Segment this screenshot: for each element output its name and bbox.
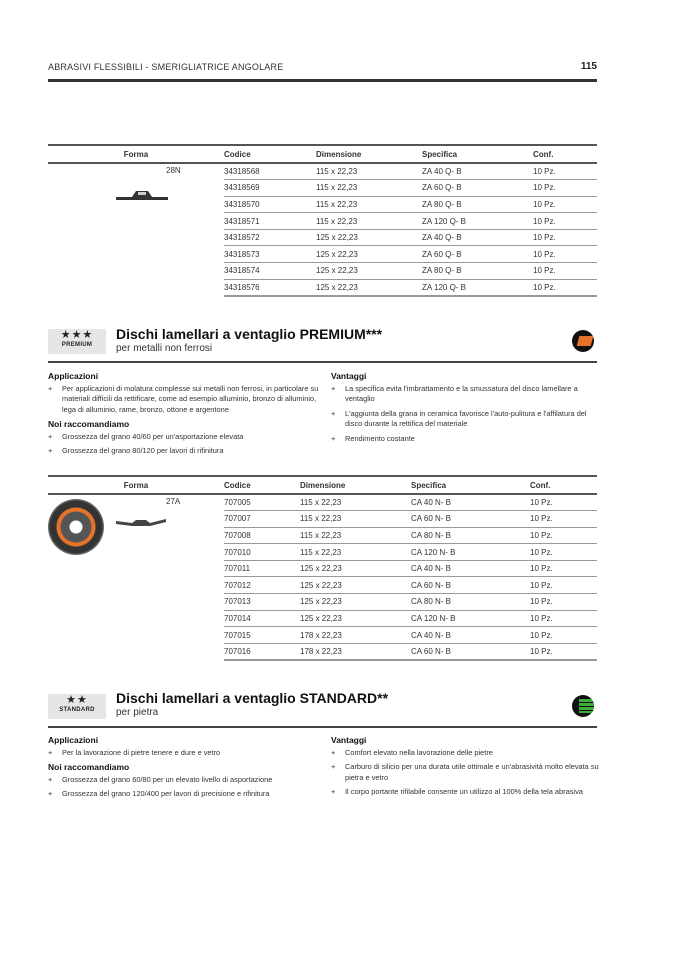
table-cell: 10 Pz. <box>530 627 597 644</box>
table-cell: 10 Pz. <box>530 544 597 561</box>
table-cell: CA 80 N- B <box>411 527 530 544</box>
bullet-item: + Grossezza del grano 120/400 per lavori di precisione e rifinitura <box>48 789 323 800</box>
bullet-item: + Grossezza del grano 40/60 per un'asportazione elevata <box>48 432 323 443</box>
table-cell: 10 Pz. <box>530 560 597 577</box>
table-cell: 10 Pz. <box>530 494 597 511</box>
table-cell: 707015 <box>224 627 300 644</box>
table-cell: 707005 <box>224 494 300 511</box>
table-cell: 10 Pz. <box>533 163 597 180</box>
table-cell: 115 x 22,23 <box>316 213 422 230</box>
table-cell: 125 x 22,23 <box>316 263 422 280</box>
table-cell: 10 Pz. <box>530 527 597 544</box>
standard-right-col <box>331 735 599 802</box>
table-cell: 10 Pz. <box>530 594 597 611</box>
table-cell: 125 x 22,23 <box>300 594 411 611</box>
table-cell: ZA 40 Q- B <box>422 229 533 246</box>
vantaggi-heading: Vantaggi <box>331 371 367 381</box>
table-cell: ZA 120 Q- B <box>422 279 533 296</box>
premium-left-col <box>48 371 323 461</box>
table-cell: 10 Pz. <box>533 229 597 246</box>
table-cell: 115 x 22,23 <box>300 494 411 511</box>
table-row <box>48 494 597 511</box>
table-cell: CA 60 N- B <box>411 643 530 660</box>
bullet-list <box>331 748 599 798</box>
table-header-row <box>48 476 597 494</box>
shape-code: 28N <box>166 166 181 175</box>
header-rule <box>48 79 597 82</box>
bullet-item: + La specifica evita l'imbrattamento e la smussatura del disco lamellare a ventaglio <box>331 384 599 405</box>
bullet-item: + Grossezza del grano 80/120 per lavori di rifinitura <box>48 446 323 457</box>
section-rule <box>48 361 597 363</box>
section-title: Dischi lamellari a ventaglio STANDARD** <box>116 690 389 706</box>
table-cell: CA 40 N- B <box>411 560 530 577</box>
bullet-item: + Comfort elevato nella lavorazione delle pietre <box>331 748 599 759</box>
table-cell: CA 40 N- B <box>411 494 530 511</box>
applicazioni-heading: Applicazioni <box>48 735 99 745</box>
section-subtitle: per metalli non ferrosi <box>116 343 213 354</box>
bullet-list <box>48 748 323 759</box>
table-cell: 707016 <box>224 643 300 660</box>
bullet-list <box>331 384 599 445</box>
table-cell: 115 x 22,23 <box>316 163 422 180</box>
table-cell: CA 80 N- B <box>411 594 530 611</box>
table-cell: ZA 40 Q- B <box>422 163 533 180</box>
table-cell: 707008 <box>224 527 300 544</box>
shape-code: 27A <box>166 497 181 506</box>
stars: ★★★ <box>60 329 94 341</box>
standard-left-col <box>48 735 323 804</box>
raccomandiamo-heading: Noi raccomandiamo <box>48 762 130 772</box>
bullet-item: + L'aggiunta della grana in ceramica favorisce l'auto-pulitura e l'affilatura del disco durante la rettifica del materiale <box>331 409 599 430</box>
table-cell: CA 120 N- B <box>411 610 530 627</box>
table-cell: 125 x 22,23 <box>300 610 411 627</box>
table-cell: 10 Pz. <box>533 196 597 213</box>
table-cell: 34318569 <box>224 180 316 197</box>
table-cell: 178 x 22,23 <box>300 643 411 660</box>
stars: ★★ <box>66 694 88 706</box>
table-cell: 707011 <box>224 560 300 577</box>
column-header: Conf. <box>530 476 597 494</box>
column-header: Forma <box>48 476 224 494</box>
table-cell: CA 120 N- B <box>411 544 530 561</box>
section-subtitle: per pietra <box>116 707 159 718</box>
column-header: Dimensione <box>316 145 422 163</box>
table-cell: 115 x 22,23 <box>300 511 411 528</box>
table-cell: ZA 60 Q- B <box>422 246 533 263</box>
table-cell: 10 Pz. <box>533 263 597 280</box>
bullet-item: + Per applicazioni di molatura complesse sui metalli non ferrosi, in particolare su materiali difficili da rettificare, come ad esempio alluminio, bronzo di alluminio, lega di alluminio, rame, bronzo, ottone e argentone <box>48 384 323 416</box>
badge-label: STANDARD <box>59 707 95 713</box>
flap-disc-image <box>48 499 104 555</box>
table-cell: CA 60 N- B <box>411 577 530 594</box>
table-cell: ZA 80 Q- B <box>422 196 533 213</box>
table-cell: 10 Pz. <box>530 577 597 594</box>
bullet-list <box>48 775 323 800</box>
premium-badge <box>48 329 106 354</box>
disc-profile-icon <box>116 188 168 202</box>
table-cell: 125 x 22,23 <box>300 577 411 594</box>
column-header: Forma <box>48 145 224 163</box>
bullet-list <box>48 384 323 416</box>
table-cell: 115 x 22,23 <box>316 180 422 197</box>
forma-cell <box>48 494 224 660</box>
metal-material-icon <box>572 330 594 352</box>
table-cell: ZA 60 Q- B <box>422 180 533 197</box>
bullet-item: + Il corpo portante rifilabile consente un utilizzo al 100% della tela abrasiva <box>331 787 599 798</box>
raccomandiamo-heading: Noi raccomandiamo <box>48 419 130 429</box>
table-cell: 10 Pz. <box>530 643 597 660</box>
disc-profile-icon <box>116 517 166 527</box>
table-cell: 10 Pz. <box>533 180 597 197</box>
product-table-27a <box>48 475 597 661</box>
table-cell: 10 Pz. <box>530 511 597 528</box>
bullet-item: + Grossezza del grano 60/80 per un elevato livello di asportazione <box>48 775 323 786</box>
table-cell: 34318574 <box>224 263 316 280</box>
table-cell: ZA 120 Q- B <box>422 213 533 230</box>
section-rule <box>48 726 597 728</box>
column-header: Codice <box>224 476 300 494</box>
column-header: Codice <box>224 145 316 163</box>
table-header-row <box>48 145 597 163</box>
table-cell: 34318568 <box>224 163 316 180</box>
stone-material-icon <box>572 695 594 717</box>
page-header-title: ABRASIVI FLESSIBILI - SMERIGLIATRICE ANGOLARE <box>48 62 284 72</box>
table-cell: 10 Pz. <box>533 246 597 263</box>
table-cell: 707014 <box>224 610 300 627</box>
column-header: Specifica <box>411 476 530 494</box>
table-cell: 115 x 22,23 <box>316 196 422 213</box>
table-cell: 178 x 22,23 <box>300 627 411 644</box>
table-cell: 34318572 <box>224 229 316 246</box>
table-cell: CA 40 N- B <box>411 627 530 644</box>
table-cell: 34318570 <box>224 196 316 213</box>
bullet-item: + Rendimento costante <box>331 434 599 445</box>
badge-label: PREMIUM <box>61 342 93 348</box>
table-cell: 707013 <box>224 594 300 611</box>
vantaggi-heading: Vantaggi <box>331 735 367 745</box>
bullet-item: + Per la lavorazione di pietre tenere e dure e vetro <box>48 748 323 759</box>
forma-cell <box>48 163 224 296</box>
table-cell: 115 x 22,23 <box>300 544 411 561</box>
table-cell: 10 Pz. <box>533 279 597 296</box>
table-cell: 125 x 22,23 <box>316 246 422 263</box>
column-header: Specifica <box>422 145 533 163</box>
table-cell: 707012 <box>224 577 300 594</box>
table-cell: 707010 <box>224 544 300 561</box>
bullet-list <box>48 432 323 457</box>
table-cell: ZA 80 Q- B <box>422 263 533 280</box>
table-cell: 115 x 22,23 <box>300 527 411 544</box>
applicazioni-heading: Applicazioni <box>48 371 99 381</box>
section-title: Dischi lamellari a ventaglio PREMIUM*** <box>116 326 383 342</box>
table-cell: 10 Pz. <box>533 213 597 230</box>
bullet-item: + Carburo di silicio per una durata utile ottimale e un'abrasività molto elevata su pietra e vetro <box>331 762 599 783</box>
table-cell: 34318576 <box>224 279 316 296</box>
page-number: 115 <box>580 61 597 72</box>
table-cell: CA 60 N- B <box>411 511 530 528</box>
product-table-28n <box>48 144 597 297</box>
column-header: Dimensione <box>300 476 411 494</box>
table-cell: 125 x 22,23 <box>316 279 422 296</box>
premium-right-col <box>331 371 599 448</box>
standard-badge <box>48 694 106 719</box>
table-cell: 10 Pz. <box>530 610 597 627</box>
table-cell: 34318573 <box>224 246 316 263</box>
column-header: Conf. <box>533 145 597 163</box>
table-cell: 125 x 22,23 <box>316 229 422 246</box>
table-cell: 34318571 <box>224 213 316 230</box>
table-cell: 707007 <box>224 511 300 528</box>
table-row <box>48 163 597 180</box>
table-cell: 125 x 22,23 <box>300 560 411 577</box>
